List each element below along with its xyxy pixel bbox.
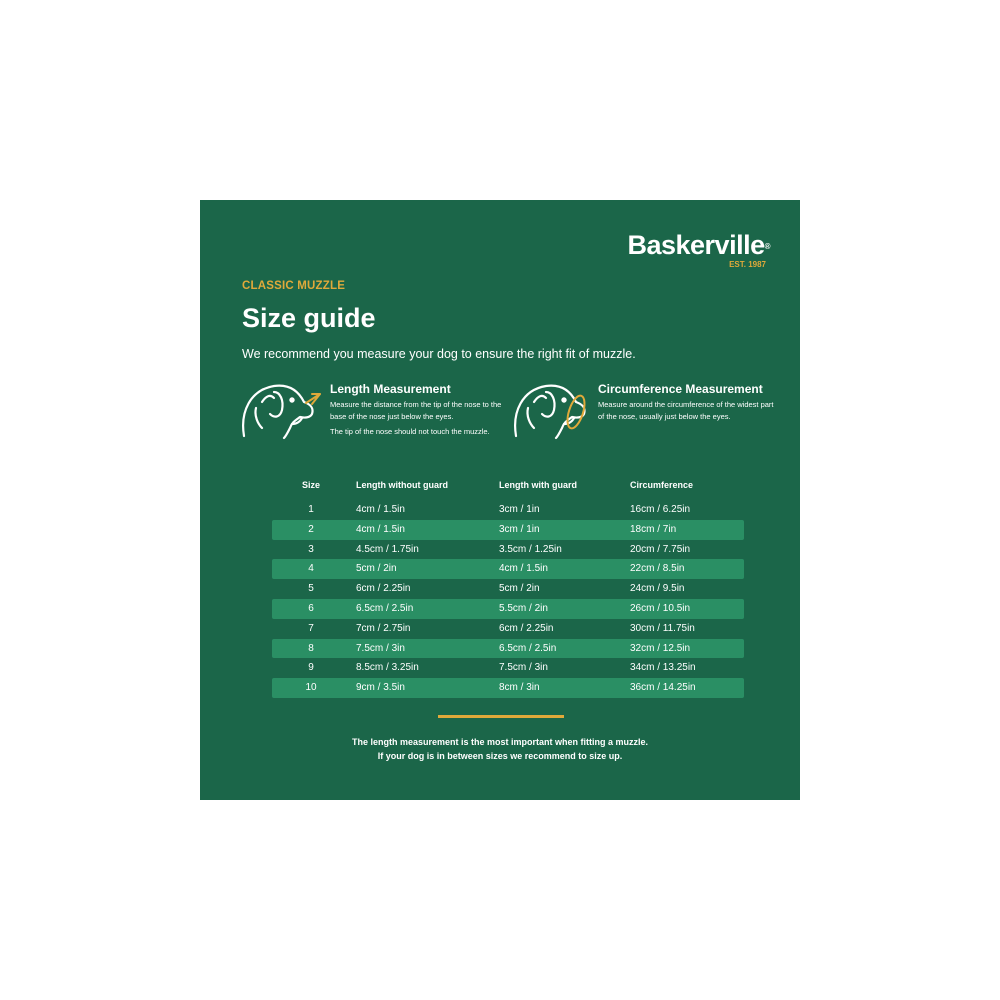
- dog-head-nose-loop-icon: [512, 378, 600, 442]
- cell-length-without-guard: 7cm / 2.75in: [356, 622, 411, 634]
- accent-divider: [438, 715, 564, 718]
- cell-length-with-guard: 7.5cm / 3in: [499, 662, 548, 674]
- table-row: [272, 520, 744, 540]
- intro-text: We recommend you measure your dog to ensure the right fit of muzzle.: [242, 347, 636, 361]
- cell-length-with-guard: 6cm / 2.25in: [499, 622, 554, 634]
- table-row: [272, 559, 744, 579]
- cell-length-with-guard: 3cm / 1in: [499, 504, 540, 515]
- cell-circumference: 30cm / 11.75in: [630, 622, 695, 634]
- circumference-measurement-text: [598, 382, 778, 426]
- page-title: Size guide: [242, 303, 376, 333]
- product-kicker: CLASSIC MUZZLE: [242, 280, 346, 292]
- registered-mark: ®: [764, 242, 770, 251]
- cell-length-with-guard: 6.5cm / 2.5in: [499, 642, 557, 654]
- table-row: [272, 658, 744, 678]
- table-row: [272, 619, 744, 639]
- cell-length-with-guard: 5.5cm / 2in: [499, 602, 548, 614]
- brand-logo: [627, 230, 770, 269]
- length-measurement-heading: Length Measurement: [330, 382, 451, 396]
- cell-circumference: 32cm / 12.5in: [630, 642, 691, 654]
- cell-size: 8: [308, 642, 314, 654]
- cell-length-without-guard: 6cm / 2.25in: [356, 583, 411, 595]
- table-header-row: [272, 476, 744, 500]
- cell-size: 5: [308, 583, 314, 595]
- cell-size: 4: [308, 563, 314, 575]
- cell-length-with-guard: 3.5cm / 1.25in: [499, 543, 562, 555]
- circumference-measurement-description: Measure around the circumference of the widest part of the nose, usually just below the eyes.: [598, 400, 774, 421]
- cell-length-without-guard: 8.5cm / 3.25in: [356, 662, 419, 674]
- table-row: [272, 678, 744, 698]
- header-length-without-guard: Length without guard: [356, 480, 448, 490]
- footnote-line-2: If your dog is in between sizes we recommend to size up.: [377, 751, 623, 761]
- cell-size: 3: [308, 543, 314, 555]
- table-row: [272, 540, 744, 560]
- cell-length-without-guard: 6.5cm / 2.5in: [356, 602, 414, 614]
- size-table: [272, 476, 744, 698]
- cell-size: 1: [308, 504, 314, 515]
- cell-length-without-guard: 4.5cm / 1.75in: [356, 543, 419, 555]
- header-length-with-guard: Length with guard: [499, 480, 577, 490]
- length-measurement-note: The tip of the nose should not touch the muzzle.: [330, 427, 490, 436]
- header-size: Size: [301, 480, 320, 490]
- table-row: [272, 639, 744, 659]
- cell-circumference: 20cm / 7.75in: [630, 543, 691, 555]
- cell-length-without-guard: 9cm / 3.5in: [356, 682, 405, 694]
- dog-head-nose-arrow-icon: [240, 378, 328, 442]
- cell-length-without-guard: 4cm / 1.5in: [356, 523, 405, 535]
- cell-size: 2: [308, 523, 314, 535]
- footnote: [200, 735, 800, 763]
- table-row: [272, 579, 744, 599]
- cell-length-with-guard: 5cm / 2in: [499, 583, 540, 595]
- cell-circumference: 24cm / 9.5in: [630, 583, 685, 595]
- footnote-line-1: The length measurement is the most important when fitting a muzzle.: [351, 737, 649, 747]
- length-measurement-description: Measure the distance from the tip of the nose to the base of the nose just below the eyes.: [330, 400, 502, 421]
- table-row: [272, 500, 744, 520]
- cell-length-with-guard: 3cm / 1in: [499, 523, 540, 535]
- cell-size: 7: [308, 622, 314, 634]
- cell-size: 10: [305, 682, 317, 694]
- cell-circumference: 36cm / 14.25in: [630, 682, 696, 694]
- brand-established: EST. 1987: [729, 260, 766, 269]
- cell-circumference: 34cm / 13.25in: [630, 662, 696, 674]
- length-measurement-text: [330, 382, 502, 442]
- cell-size: 6: [308, 602, 314, 614]
- header-circumference: Circumference: [630, 480, 694, 490]
- size-guide-card: [200, 200, 800, 800]
- cell-size: 9: [308, 662, 314, 674]
- cell-length-without-guard: 5cm / 2in: [356, 563, 397, 575]
- cell-length-without-guard: 7.5cm / 3in: [356, 642, 405, 654]
- cell-length-with-guard: 4cm / 1.5in: [499, 563, 548, 575]
- table-row: [272, 599, 744, 619]
- cell-circumference: 26cm / 10.5in: [630, 602, 691, 614]
- cell-circumference: 16cm / 6.25in: [630, 504, 691, 515]
- cell-length-without-guard: 4cm / 1.5in: [356, 504, 405, 515]
- cell-circumference: 18cm / 7in: [630, 523, 677, 535]
- cell-circumference: 22cm / 8.5in: [630, 563, 685, 575]
- brand-name: Baskerville®: [627, 230, 770, 260]
- circumference-measurement-heading: Circumference Measurement: [598, 382, 763, 396]
- cell-length-with-guard: 8cm / 3in: [499, 682, 540, 694]
